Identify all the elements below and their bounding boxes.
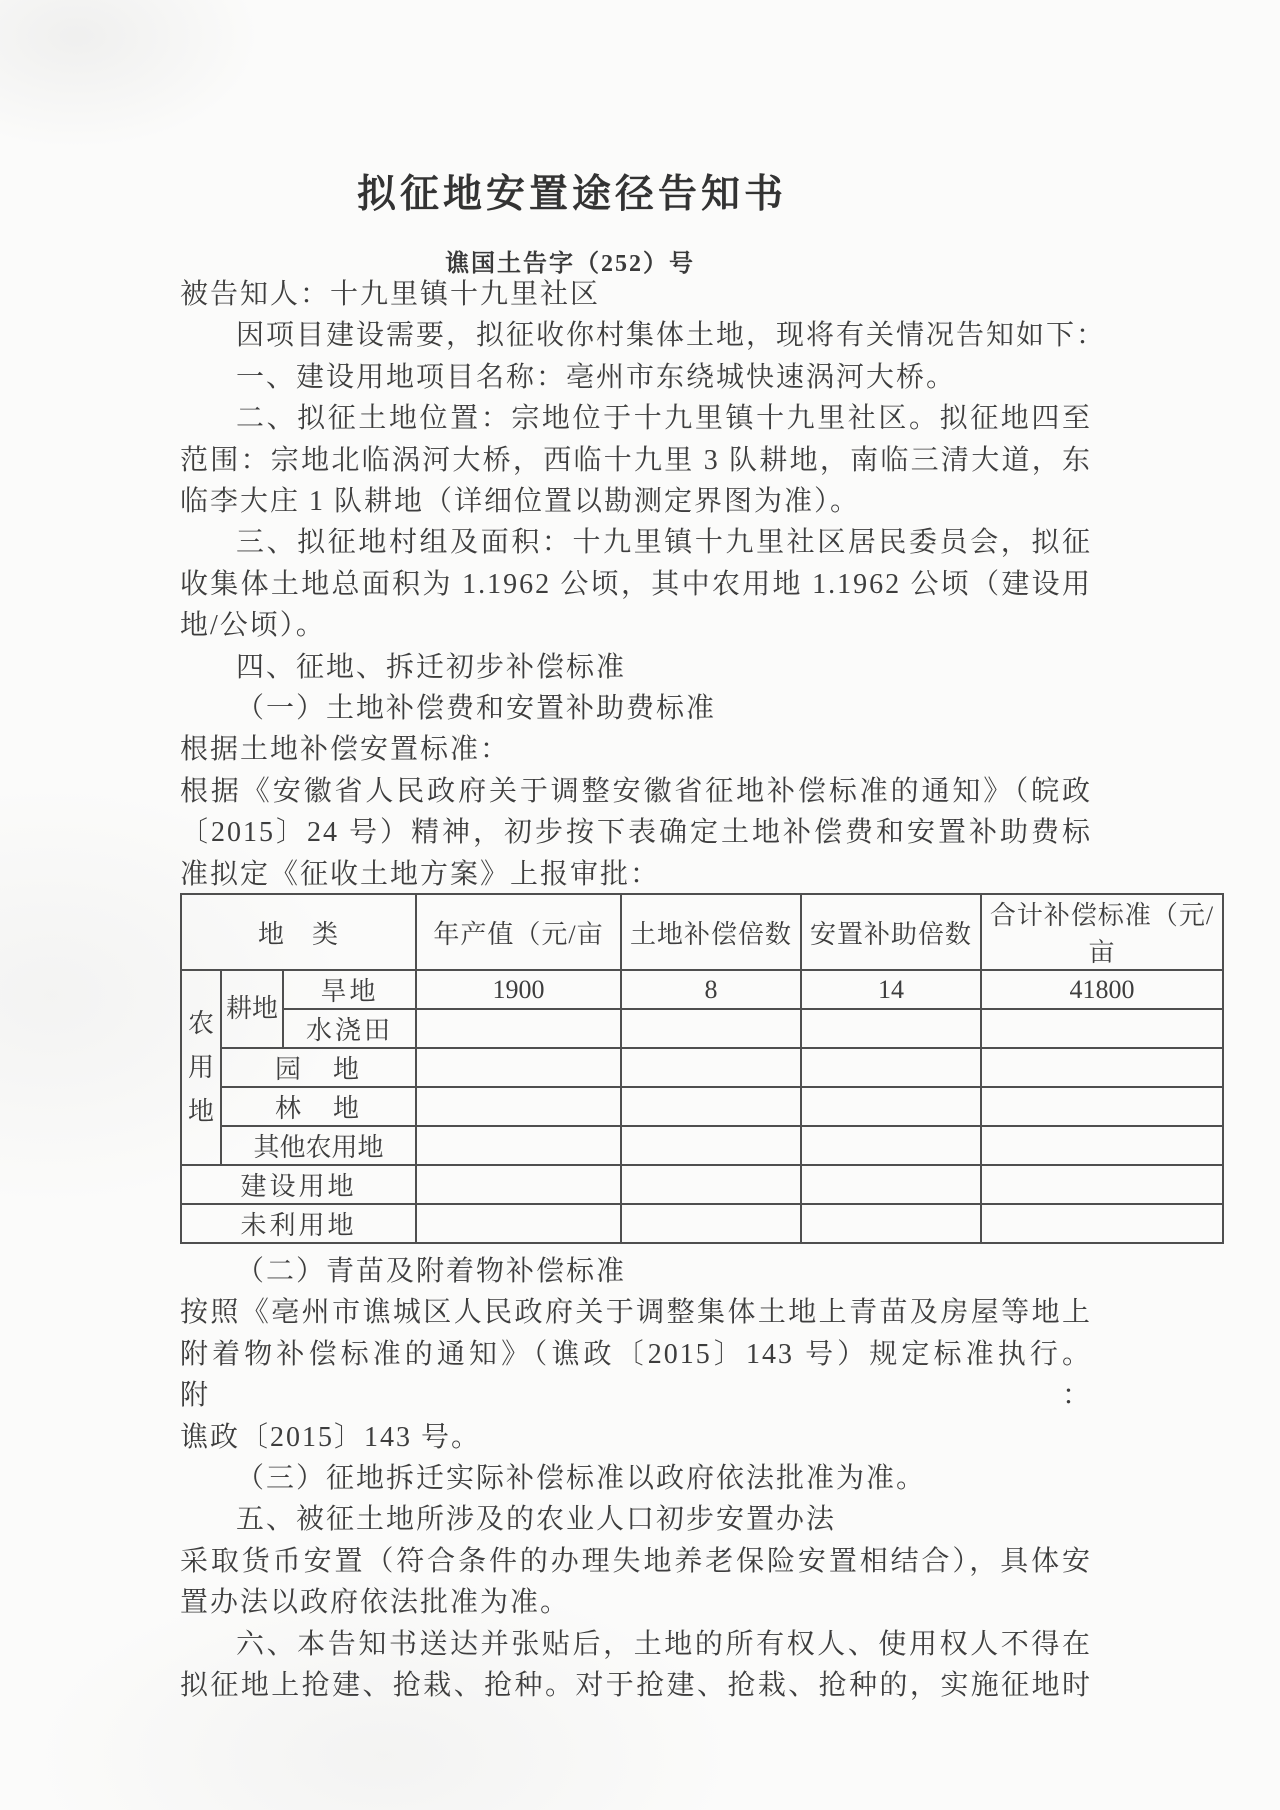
cell-forest-resettle-multiple (801, 1087, 981, 1126)
cell-construction-annual-value (416, 1165, 621, 1204)
text-line: 准拟定《征收土地方案》上报审批： (180, 858, 661, 890)
header-annual-value: 年产值（元/亩 (416, 894, 621, 970)
text-line: 五、被征土地所涉及的农业人口初步安置办法 (236, 1504, 837, 1536)
text-line: 范围：宗地北临涡河大桥，西临十九里 3 队耕地，南临三清大道，东 (180, 444, 1092, 476)
cell-dryland-total: 41800 (981, 970, 1223, 1009)
text-line: 收集体土地总面积为 1.1962 公顷，其中农用地 1.1962 公顷（建设用 (180, 568, 1092, 600)
text-line: 一、建设用地项目名称：亳州市东绕城快速涡河大桥。 (236, 361, 957, 393)
cell-garden-resettle-multiple (801, 1048, 981, 1087)
cell-irrigated-resettle-multiple (801, 1009, 981, 1048)
text-line: 地/公顷）。 (180, 610, 326, 642)
document-title: 拟征地安置途径告知书 (356, 173, 787, 216)
cell-construction-label: 建设用地 (181, 1165, 416, 1204)
cell-other-agri-land-multiple (621, 1126, 801, 1165)
cell-forest-total (981, 1087, 1223, 1126)
text-line: 根据土地补偿安置标准： (180, 734, 511, 766)
text-line: （三）征地拆迁实际补偿标准以政府依法批准为准。 (236, 1463, 927, 1495)
cell-unused-resettle-multiple (801, 1204, 981, 1243)
cell-unused-annual-value (416, 1204, 621, 1243)
cell-construction-total (981, 1165, 1223, 1204)
text-line: 〔2015〕24 号）精神，初步按下表确定土地补偿费和安置补助费标 (180, 817, 1092, 849)
text-line: 采取货币安置（符合条件的办理失地养老保险安置相结合），具体安 (180, 1545, 1092, 1577)
header-total-standard: 合计补偿标准（元/亩 (981, 894, 1223, 970)
text-line: 根据《安徽省人民政府关于调整安徽省征地补偿标准的通知》（皖政 (180, 775, 1092, 807)
cell-forest-annual-value (416, 1087, 621, 1126)
text-line: 因项目建设需要，拟征收你村集体土地，现将有关情况告知如下： (236, 320, 1107, 352)
cell-dryland-annual-value: 1900 (416, 970, 621, 1009)
text-line: 被告知人：十九里镇十九里社区 (180, 279, 601, 310)
cell-dryland-label: 旱地 (283, 970, 416, 1009)
text-line: 附着物补偿标准的通知》（谯政〔2015〕143 号）规定标准执行。附： (180, 1338, 1092, 1412)
cell-other-agri-total (981, 1126, 1223, 1165)
cell-unused-label: 未利用地 (181, 1204, 416, 1243)
cell-garden-total (981, 1048, 1223, 1087)
text-line: 二、拟征土地位置：宗地位于十九里镇十九里社区。拟征地四至 (236, 403, 1092, 435)
cell-construction-land-multiple (621, 1165, 801, 1204)
cell-other-agri-label: 其他农用地 (221, 1126, 416, 1165)
cell-other-agri-resettle-multiple (801, 1126, 981, 1165)
header-resettlement-multiple: 安置补助倍数 (801, 894, 981, 970)
cell-irrigated-annual-value (416, 1009, 621, 1048)
cell-irrigated-total (981, 1009, 1223, 1048)
text-line: 置办法以政府依法批准为准。 (180, 1587, 571, 1619)
paragraph-block-before-table (180, 274, 1107, 895)
cell-garden-annual-value (416, 1048, 621, 1087)
cell-dryland-land-multiple: 8 (621, 970, 801, 1009)
cell-group-agricultural-land: 农用地 (181, 970, 221, 1165)
text-line: 拟征地上抢建、抢栽、抢种。对于抢建、抢栽、抢种的，实施征地时 (180, 1670, 1092, 1702)
text-line: 六、本告知书送达并张贴后，土地的所有权人、使用权人不得在 (236, 1628, 1092, 1660)
cell-dryland-resettle-multiple: 14 (801, 970, 981, 1009)
cell-unused-total (981, 1204, 1223, 1243)
cell-unused-land-multiple (621, 1204, 801, 1243)
text-line: 谯政〔2015〕143 号。 (180, 1421, 482, 1453)
text-line: （一）土地补偿费和安置补助费标准 (236, 693, 717, 725)
text-line: 按照《亳州市谯城区人民政府关于调整集体土地上青苗及房屋等地上 (180, 1297, 1092, 1329)
cell-subgroup-cultivated-land: 耕地 (221, 970, 283, 1048)
document-number: 谯国土告字（252）号 (445, 251, 695, 277)
text-line: 四、征地、拆迁初步补偿标准 (236, 651, 627, 683)
cell-irrigated-label: 水浇田 (283, 1009, 416, 1048)
cell-garden-label: 园 地 (221, 1048, 416, 1087)
header-land-comp-multiple: 土地补偿倍数 (621, 894, 801, 970)
compensation-table (180, 893, 1224, 1244)
cell-forest-label: 林 地 (221, 1087, 416, 1126)
cell-other-agri-annual-value (416, 1126, 621, 1165)
text-line: 临李大庄 1 队耕地（详细位置以勘测定界图为准）。 (180, 486, 861, 518)
header-land-class: 地 类 (181, 894, 416, 970)
text-line: 三、拟征地村组及面积：十九里镇十九里社区居民委员会，拟征 (236, 527, 1092, 559)
text-line: （二）青苗及附着物补偿标准 (236, 1256, 627, 1287)
cell-forest-land-multiple (621, 1087, 801, 1126)
paragraph-block-after-table (180, 1251, 1092, 1706)
cell-irrigated-land-multiple (621, 1009, 801, 1048)
cell-construction-resettle-multiple (801, 1165, 981, 1204)
cell-garden-land-multiple (621, 1048, 801, 1087)
